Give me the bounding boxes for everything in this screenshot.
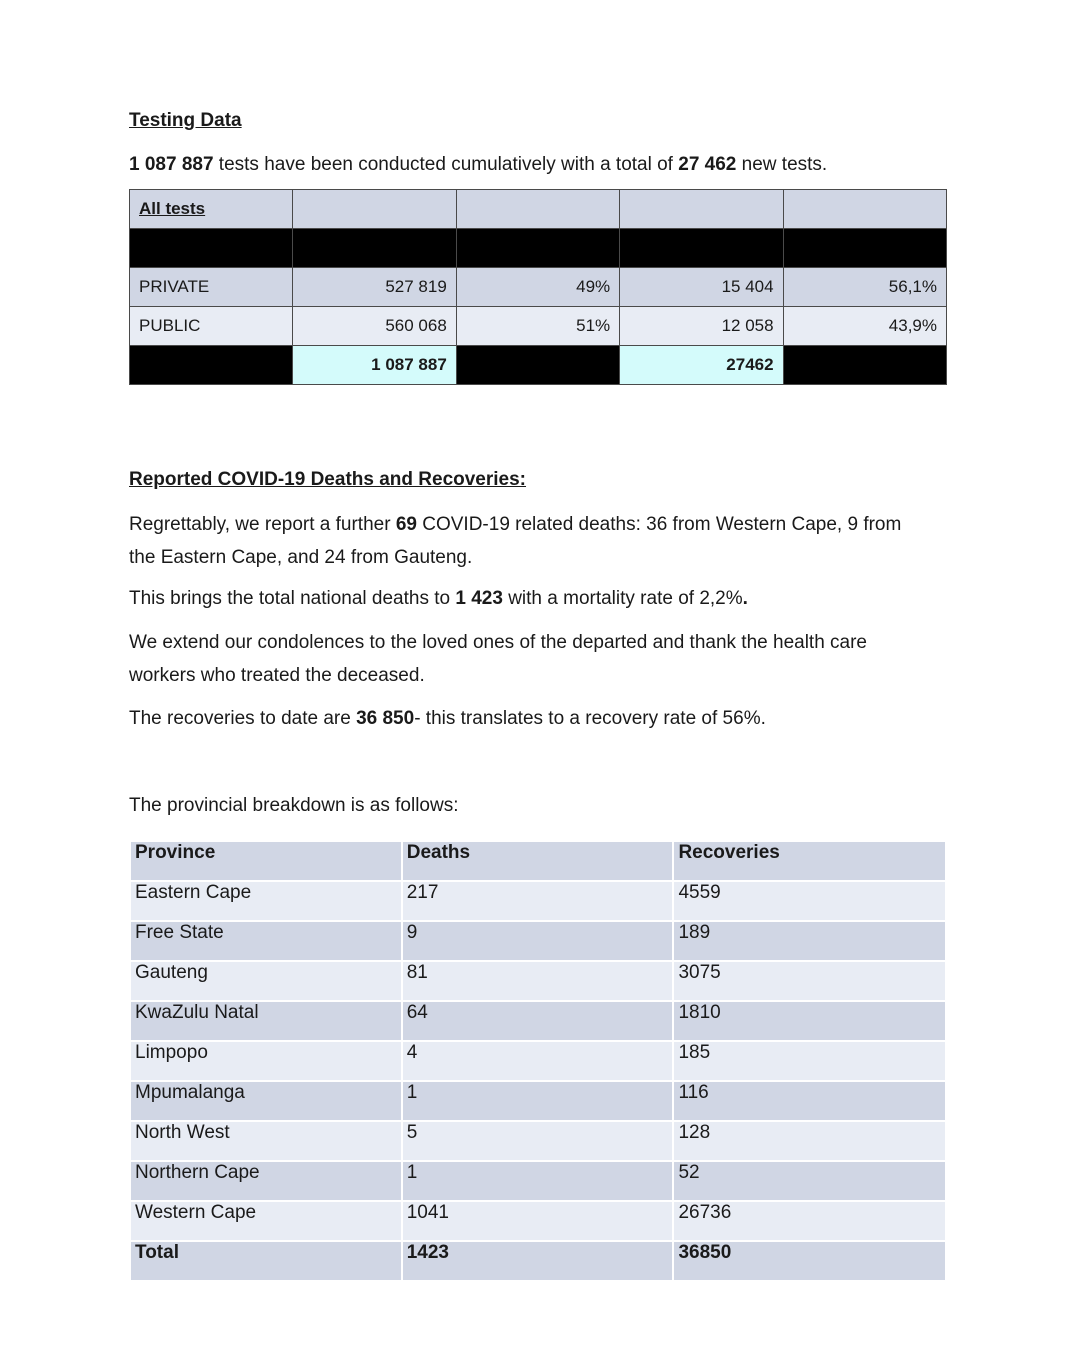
recoveries-cell: 4559	[674, 882, 945, 920]
deaths-cell: 1	[403, 1162, 673, 1200]
recoveries-cell: 128	[674, 1122, 945, 1160]
header-province: Province	[131, 842, 401, 880]
table-row	[130, 268, 947, 307]
provincial-table-header	[131, 842, 945, 880]
deaths-cell: 9	[403, 922, 673, 960]
new-deaths-count: 69	[395, 514, 417, 535]
recoveries-cell: 3075	[674, 962, 945, 1000]
testing-data-heading: Testing Data	[129, 110, 242, 131]
total-recoveries-cell: 36850	[674, 1242, 945, 1280]
total-cumulative-cell: 1 087 887	[293, 346, 456, 385]
new-cell: 12 058	[620, 307, 783, 346]
summary-text: tests have been conducted cumulatively with a total of	[213, 154, 679, 175]
testing-total-row	[130, 346, 947, 385]
new-pct-cell: 43,9%	[783, 307, 946, 346]
cumulative-cell: 560 068	[293, 307, 456, 346]
deaths-cell: 64	[403, 1002, 673, 1040]
recoveries-paragraph: The recoveries to date are 36 850- this translates to a recovery rate of 56%.	[129, 708, 766, 729]
deaths-cell: 81	[403, 962, 673, 1000]
total-deaths-paragraph: This brings the total national deaths to 1 423 with a mortality rate of 2,2%.	[129, 588, 748, 609]
recoveries-cell: 116	[674, 1082, 945, 1120]
header-deaths: Deaths	[403, 842, 673, 880]
header-recoveries: Recoveries	[674, 842, 945, 880]
summary-text-end: new tests.	[736, 154, 828, 175]
province-cell: Northern Cape	[131, 1162, 401, 1200]
deaths-cell: 217	[403, 882, 673, 920]
total-deaths-cell: 1423	[403, 1242, 673, 1280]
province-cell: KwaZulu Natal	[131, 1002, 401, 1040]
sector-cell: PUBLIC	[130, 307, 293, 346]
deaths-heading: Reported COVID-19 Deaths and Recoveries:	[129, 469, 527, 490]
table-row	[131, 1202, 945, 1240]
table-row	[130, 307, 947, 346]
new-pct-cell: 56,1%	[783, 268, 946, 307]
new-tests: 27 462	[678, 154, 737, 175]
recoveries-cell: 26736	[674, 1202, 945, 1240]
provincial-intro: The provincial breakdown is as follows:	[129, 795, 459, 816]
table-row	[131, 1002, 945, 1040]
testing-table-blank-row	[130, 229, 947, 268]
province-cell: Western Cape	[131, 1202, 401, 1240]
testing-summary	[129, 148, 827, 181]
cumulative-pct-cell: 51%	[456, 307, 619, 346]
deaths-cell: 1041	[403, 1202, 673, 1240]
table-row	[131, 1082, 945, 1120]
province-cell: Mpumalanga	[131, 1082, 401, 1120]
total-new-cell: 27462	[620, 346, 783, 385]
sector-cell: PRIVATE	[130, 268, 293, 307]
deaths-cell: 4	[403, 1042, 673, 1080]
new-cell: 15 404	[620, 268, 783, 307]
table-row	[131, 1162, 945, 1200]
table-row	[131, 922, 945, 960]
province-cell: Limpopo	[131, 1042, 401, 1080]
total-recoveries: 36 850	[356, 708, 415, 729]
province-cell: Gauteng	[131, 962, 401, 1000]
province-cell: North West	[131, 1122, 401, 1160]
province-cell: Free State	[131, 922, 401, 960]
total-deaths: 1 423	[455, 588, 503, 609]
provincial-table	[129, 840, 947, 1282]
total-label: Total	[131, 1242, 401, 1280]
deaths-paragraph: Regrettably, we report a further 69 COVID-19 related deaths: 36 from Western Cape, 9 from the Eastern Cape, and 24 from Gauteng.	[129, 514, 902, 568]
cumulative-cell: 527 819	[293, 268, 456, 307]
provincial-total-row	[131, 1242, 945, 1280]
deaths-cell: 5	[403, 1122, 673, 1160]
recoveries-cell: 1810	[674, 1002, 945, 1040]
province-cell: Eastern Cape	[131, 882, 401, 920]
table-row	[131, 1122, 945, 1160]
cumulative-tests: 1 087 887	[129, 154, 214, 175]
testing-table	[129, 189, 947, 385]
table-row	[131, 1042, 945, 1080]
recoveries-cell: 52	[674, 1162, 945, 1200]
recoveries-cell: 185	[674, 1042, 945, 1080]
testing-table-header	[130, 190, 947, 229]
recoveries-cell: 189	[674, 922, 945, 960]
all-tests-label: All tests	[130, 190, 293, 229]
cumulative-pct-cell: 49%	[456, 268, 619, 307]
condolences-paragraph: We extend our condolences to the loved ones of the departed and thank the health care workers who treated the deceased.	[129, 632, 868, 686]
table-row	[131, 962, 945, 1000]
table-row	[131, 882, 945, 920]
deaths-cell: 1	[403, 1082, 673, 1120]
